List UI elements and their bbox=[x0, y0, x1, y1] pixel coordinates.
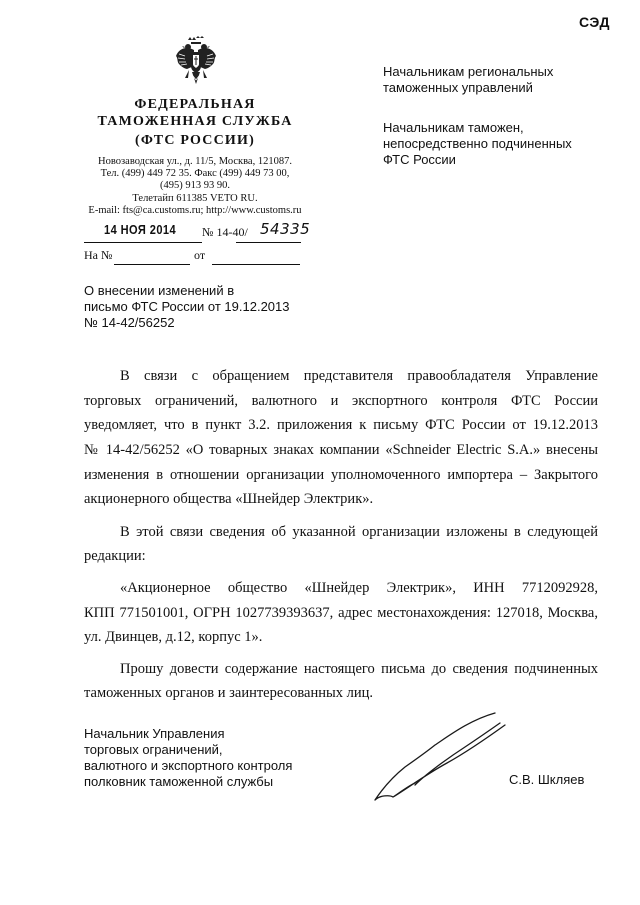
addressee-1-line: таможенных управлений bbox=[383, 80, 533, 95]
body-p1-line: уведомляет, что в пункт 3.2. приложения к письму ФТС России от 19.12.2013 bbox=[84, 417, 598, 433]
addressee-1 bbox=[383, 64, 613, 96]
handwritten-signature bbox=[355, 705, 515, 815]
reference-number-handwritten: 54335 bbox=[260, 220, 311, 238]
org-name-line-3: (ФТС РОССИИ) bbox=[135, 133, 255, 148]
body-p1-line: В связи с обращением представителя правообладателя Управление bbox=[120, 368, 598, 384]
signatory-position-line: Начальник Управления bbox=[84, 726, 225, 741]
org-name-line-1: ФЕДЕРАЛЬНАЯ bbox=[134, 97, 256, 112]
subject bbox=[84, 283, 334, 331]
body-p1-line: № 14-42/56252 «О товарных знаках компании «Schneider Electric S.A.» внесены bbox=[84, 442, 598, 458]
number-underline bbox=[236, 242, 301, 243]
body-p3-line: КПП 771501001, ОГРН 1027739393637, адрес местонахождения: 127018, Москва, bbox=[84, 605, 598, 621]
sed-mark: СЭД bbox=[578, 14, 610, 30]
on-no-label: На № bbox=[84, 248, 113, 262]
date-underline bbox=[84, 242, 202, 243]
subject-line: О внесении изменений в bbox=[84, 283, 235, 298]
signatory-position-line: валютного и экспортного контроля bbox=[84, 758, 293, 773]
addressee-2-line: ФТС России bbox=[383, 152, 456, 167]
body-p1-line: изменения в отношении организации уполномоченного импортера – Закрытого bbox=[84, 467, 598, 483]
body-p1-line: акционерного общества «Шнейдер Электрик». bbox=[84, 491, 374, 507]
body-p1-line: торговых ограничений, валютного и экспортного контроля ФТС России bbox=[84, 393, 598, 409]
reference-row bbox=[84, 222, 324, 246]
signatory-position-line: полковник таможенной службы bbox=[84, 774, 274, 789]
reference-date-stamp: 14 НОЯ 2014 bbox=[104, 222, 177, 237]
address-line-2: Тел. (499) 449 72 35. Факс (499) 449 73 00, bbox=[100, 168, 290, 179]
address-line-1: Новозаводская ул., д. 11/5, Москва, 121087. bbox=[98, 156, 292, 167]
signatory-position-line: торговых ограничений, bbox=[84, 742, 223, 757]
on-no-blank bbox=[114, 264, 190, 265]
address-line-4: Телетайп 611385 VETO RU. bbox=[132, 193, 258, 204]
addressee-2-line: Начальникам таможен, bbox=[383, 120, 524, 135]
signatory-position bbox=[84, 726, 344, 790]
org-name-line-2: ТАМОЖЕННАЯ СЛУЖБА bbox=[97, 114, 293, 129]
body-p4-line: таможенных органов и заинтересованных лиц. bbox=[84, 685, 373, 701]
address-line-5: E-mail: fts@ca.customs.ru; http://www.customs.ru bbox=[88, 205, 302, 216]
in-reply-to-row bbox=[84, 248, 324, 268]
body-p3-line: ул. Двинцев, д.12, корпус 1». bbox=[84, 629, 263, 645]
subject-line: письмо ФТС России от 19.12.2013 bbox=[84, 299, 290, 314]
from-label: от bbox=[194, 248, 206, 262]
subject-line: № 14-42/56252 bbox=[84, 315, 175, 330]
addressee-2 bbox=[383, 120, 613, 168]
body-p2-line: В этой связи сведения об указанной организации изложены в следующей bbox=[120, 524, 598, 540]
addressee-1-line: Начальникам региональных bbox=[383, 64, 554, 79]
russian-coat-of-arms-icon bbox=[175, 36, 217, 86]
reference-number-label: № 14-40/ bbox=[202, 225, 248, 239]
body-p4-line: Прошу довести содержание настоящего письма до сведения подчиненных bbox=[120, 661, 598, 677]
body-p2-line: редакции: bbox=[84, 548, 146, 564]
from-blank bbox=[212, 264, 300, 265]
body-p3-line: «Акционерное общество «Шнейдер Электрик», ИНН 7712092928, bbox=[120, 580, 598, 596]
addressee-2-line: непосредственно подчиненных bbox=[383, 136, 572, 151]
address-line-3: (495) 913 93 90. bbox=[160, 180, 230, 191]
signer-name: С.В. Шкляев bbox=[509, 772, 585, 787]
